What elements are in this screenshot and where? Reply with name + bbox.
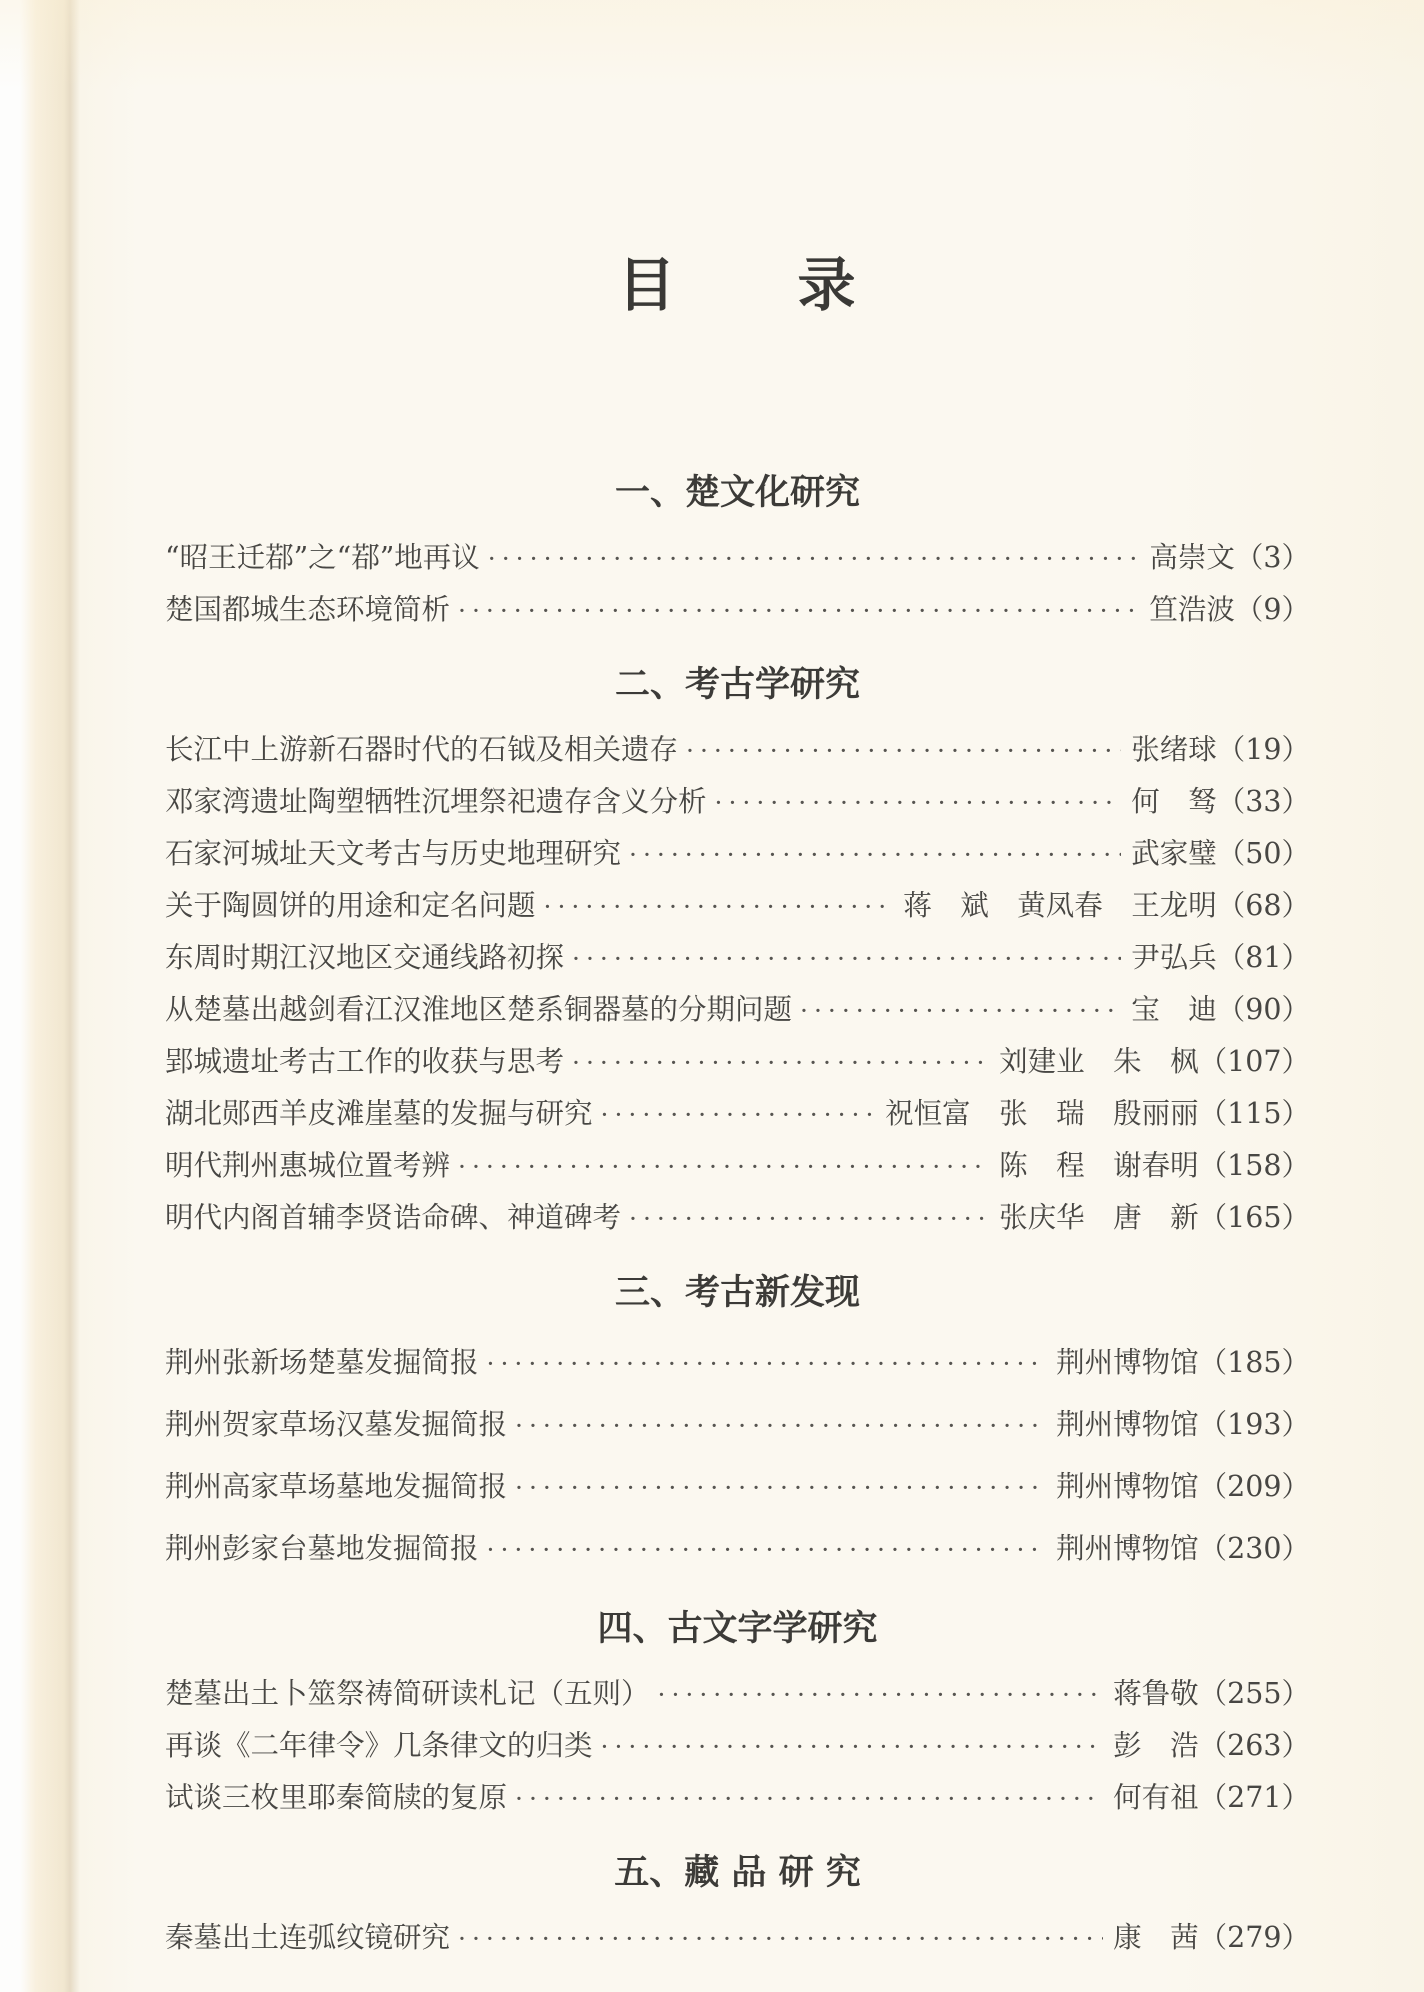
entry-title: 邓家湾遗址陶塑牺牲沉埋祭祀遗存含义分析 [165, 785, 707, 818]
entry-title: 东周时期江汉地区交通线路初探 [165, 941, 565, 974]
toc-entry [165, 1192, 1310, 1244]
section-entries [165, 1912, 1310, 1964]
toc-entry [165, 1140, 1310, 1192]
entry-author-page: 刘建业 朱 枫（107） [999, 1045, 1310, 1078]
entry-author-page: 荆州博物馆（209） [1056, 1470, 1310, 1503]
section-entries [165, 532, 1310, 636]
section-heading: 五、藏 品 研 究 [614, 1853, 861, 1893]
dot-leader [487, 1518, 1047, 1580]
section-heading: 四、古文字学研究 [597, 1609, 878, 1649]
entry-author-page: 祝恒富 张 瑞 殷丽丽（115） [885, 1097, 1310, 1130]
toc-entry [165, 932, 1310, 984]
section-entries [165, 1332, 1310, 1580]
toc-entry [165, 984, 1310, 1036]
entry-title: 试谈三枚里耶秦简牍的复原 [165, 1781, 508, 1814]
dot-leader [572, 932, 1121, 984]
entry-title: 关于陶圆饼的用途和定名问题 [165, 889, 536, 922]
entry-author-page: 荆州博物馆（193） [1056, 1408, 1310, 1441]
dot-leader [715, 776, 1122, 828]
entry-title: 明代内阁首辅李贤诰命碑、神道碑考 [165, 1201, 622, 1234]
section-heading: 一、楚文化研究 [614, 473, 860, 513]
entry-title: 再谈《二年律令》几条律文的归类 [165, 1729, 593, 1762]
dot-leader [488, 532, 1140, 584]
toc-entry [165, 1912, 1310, 1964]
dot-leader [658, 1668, 1104, 1720]
toc-entry [165, 1772, 1310, 1824]
section-archaeology-research [165, 662, 1310, 1244]
dot-leader [515, 1456, 1046, 1518]
section-new-discoveries [165, 1270, 1310, 1580]
entry-title: 荆州彭家台墓地发掘简报 [165, 1532, 479, 1565]
entry-author-page: 高崇文（3） [1149, 541, 1310, 574]
entry-author-page: 宝 迪（90） [1131, 993, 1310, 1026]
toc-entry [165, 1668, 1310, 1720]
toc-entry [165, 1456, 1310, 1518]
entry-title: 荆州张新场楚墓发掘简报 [165, 1346, 479, 1379]
dot-leader [601, 1088, 876, 1140]
entry-author-page: 尹弘兵（81） [1131, 941, 1310, 974]
toc-entry [165, 880, 1310, 932]
section-entries [165, 1668, 1310, 1824]
dot-leader [800, 984, 1121, 1036]
entry-title: “昭王迁鄀”之“鄀”地再议 [165, 541, 480, 574]
section-paleography [165, 1606, 1310, 1824]
entry-author-page: 蒋鲁敬（255） [1113, 1677, 1310, 1710]
entry-title: 明代荆州惠城位置考辨 [165, 1149, 451, 1182]
entry-title: 楚国都城生态环境简析 [165, 593, 451, 626]
dot-leader [515, 1394, 1046, 1456]
entry-title: 湖北郧西羊皮滩崖墓的发掘与研究 [165, 1097, 593, 1130]
toc-entry [165, 1088, 1310, 1140]
dot-leader [515, 1772, 1103, 1824]
section-chu-culture [165, 470, 1310, 636]
entry-title: 从楚墓出越剑看江汉淮地区楚系铜器墓的分期问题 [165, 993, 793, 1026]
section-heading: 二、考古学研究 [614, 665, 860, 705]
entry-title: 石家河城址天文考古与历史地理研究 [165, 837, 622, 870]
entry-author-page: 何 驽（33） [1131, 785, 1310, 818]
entry-title: 荆州高家草场墓地发掘简报 [165, 1470, 508, 1503]
entry-title: 秦墓出土连弧纹镜研究 [165, 1921, 451, 1954]
dot-leader [572, 1036, 989, 1088]
toc-entry [165, 532, 1310, 584]
dot-leader [487, 1332, 1047, 1394]
entry-author-page: 陈 程 谢春明（158） [999, 1149, 1310, 1182]
section-entries [165, 724, 1310, 1244]
section-heading: 三、考古新发现 [614, 1273, 860, 1313]
entry-author-page: 张庆华 唐 新（165） [999, 1201, 1310, 1234]
dot-leader [686, 724, 1121, 776]
entry-author-page: 张绪球（19） [1131, 733, 1310, 766]
entry-title: 长江中上游新石器时代的石钺及相关遗存 [165, 733, 679, 766]
entry-author-page: 武家璧（50） [1131, 837, 1310, 870]
entry-author-page: 笪浩波（9） [1149, 593, 1310, 626]
toc-entry [165, 1720, 1310, 1772]
toc-entry [165, 1518, 1310, 1580]
section-collection-research [165, 1850, 1310, 1964]
entry-author-page: 何有祖（271） [1113, 1781, 1310, 1814]
entry-author-page: 康 茜（279） [1113, 1921, 1310, 1954]
dot-leader [544, 880, 894, 932]
entry-author-page: 彭 浩（263） [1113, 1729, 1310, 1762]
entry-title: 荆州贺家草场汉墓发掘简报 [165, 1408, 508, 1441]
entry-title: 楚墓出土卜筮祭祷简研读札记（五则） [165, 1677, 650, 1710]
entry-author-page: 荆州博物馆（230） [1056, 1532, 1310, 1565]
toc-entry [165, 1332, 1310, 1394]
toc-entry [165, 1394, 1310, 1456]
entry-author-page: 荆州博物馆（185） [1056, 1346, 1310, 1379]
toc-entry [165, 828, 1310, 880]
dot-leader [629, 828, 1121, 880]
toc-entry [165, 584, 1310, 636]
toc-entry [165, 776, 1310, 828]
dot-leader [458, 584, 1139, 636]
toc-content [165, 0, 1310, 1964]
entry-title: 郢城遗址考古工作的收获与思考 [165, 1045, 565, 1078]
dot-leader [458, 1912, 1103, 1964]
dot-leader [629, 1192, 989, 1244]
toc-entry [165, 1036, 1310, 1088]
dot-leader [458, 1140, 989, 1192]
entry-author-page: 蒋 斌 黄凤春 王龙明（68） [903, 889, 1310, 922]
dot-leader [601, 1720, 1104, 1772]
page-title: 目 录 [617, 251, 858, 319]
toc-entry [165, 724, 1310, 776]
